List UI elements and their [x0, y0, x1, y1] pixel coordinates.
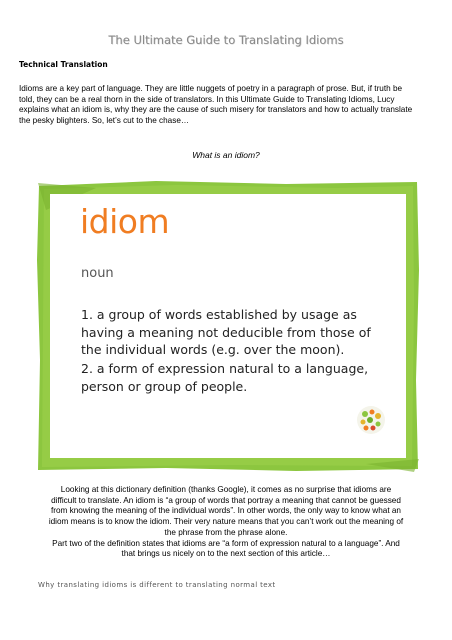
- definition-1: 1. a group of words established by usage as having a meaning not deducible from those of the individual words (e.g. over the moon).: [81, 307, 371, 357]
- intro-paragraph: Idioms are a key part of language. They are little nuggets of poetry in a paragraph of prose. But, if truth be told, they can be a real thorn in the side of translators. In this Ultimate Guide to Translating Idioms, Lucy explains what an idiom is, why they are the cause of such misery for translators and how to actually translate the pesky blighters. So, let’s cut to the chase…: [19, 84, 413, 125]
- document-title: The Ultimate Guide to Translating Idioms: [108, 33, 344, 47]
- body-line: Part two of the definition states that idioms are “a form of expression natural to a language”. And: [52, 538, 400, 548]
- next-section-heading: Why translating idioms is different to translating normal text: [38, 581, 276, 589]
- definition-2: 2. a form of expression natural to a language, person or group of people.: [81, 361, 369, 394]
- body-line: difficult to translate. An idiom is “a group of words that portray a meaning that cannot be guessed: [51, 495, 401, 505]
- body-paragraph: [12, 485, 440, 560]
- leaf-logo-icon: [356, 405, 386, 435]
- idiom-word: idiom: [80, 202, 170, 241]
- body-line: Looking at this dictionary definition (thanks Google), it comes as no surprise that idioms are: [60, 485, 392, 494]
- body-line: the phrase from the phrase alone.: [164, 527, 288, 537]
- body-line: that brings us nicely on to the next section of this article…: [121, 549, 331, 559]
- section-heading: Technical Translation: [19, 60, 108, 69]
- part-of-speech: noun: [81, 266, 114, 281]
- body-line: idiom means is to know the idiom. Their very nature means that you can’t work out the meaning of: [48, 517, 404, 527]
- body-line: from knowing the meaning of the individual words”. In other words, the only way to know what an: [51, 506, 401, 516]
- image-caption: What is an idiom?: [192, 150, 260, 160]
